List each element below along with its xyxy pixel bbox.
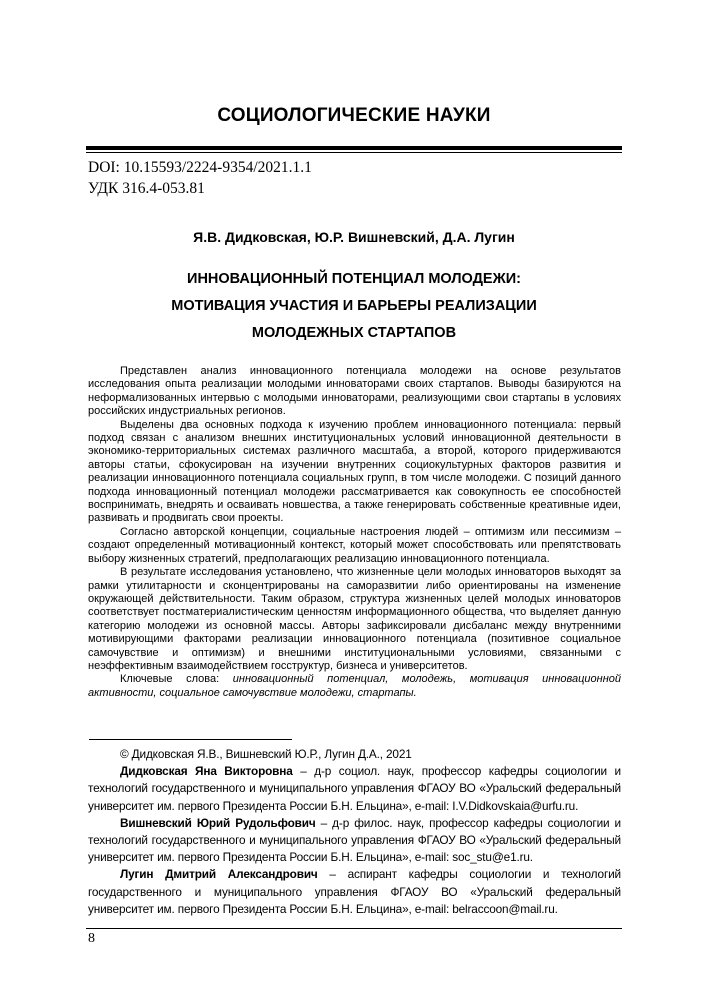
author-details: – д-р социол. наук, профессор кафедры социологии и технологий государственного и муниципального управления ФГАОУ ВО «Уральский федеральный университет им. первого Президента России Б.Н. Ельцина», e-mail: I.V.Didkovskaia@urfu.ru. <box>88 764 621 813</box>
abstract <box>88 365 621 700</box>
keywords <box>88 673 621 700</box>
author-info <box>88 866 621 918</box>
author-name: Дидковская Яна Викторовна <box>120 764 293 779</box>
header-rule-thin <box>86 152 622 153</box>
header-rule-thick <box>86 146 622 150</box>
author-details: – аспирант кафедры социологии и технологий государственного и муниципального управления ФГАОУ ВО «Уральский федеральный университет им. первого Президента России Б.Н. Ельцина», e-mail: belraccoon@mail.ru. <box>88 867 621 916</box>
keywords-text: инновационный потенциал, молодежь, мотивация инновационной активности, социальное самочувствие молодежи, стартапы. <box>88 673 621 699</box>
author-name: Лугин Дмитрий Александрович <box>120 867 318 882</box>
title-line: МОТИВАЦИЯ УЧАСТИЯ И БАРЬЕРЫ РЕАЛИЗАЦИИ <box>171 298 537 314</box>
abstract-paragraph: В результате исследования установлено, что жизненные цели молодых инноваторов выходят за рамки утилитарности и сконцентрированы на саморазвитии либо ориентированы на изменение окружающей действительности. Таким образом, структура жизненных целей молодых инноваторов соответствует постматериалистическим ценностям информационного общества, что выделяет данную категорию молодежи из основной массы. Авторы зафиксировали дисбаланс между внутренними мотивирующими факторами реализации инновационного потенциала (позитивное социальное самочувствие и оптимизм) и внешними институциональными условиями, связанными с неэффективным взаимодействием госструктур, бизнеса и университетов. <box>88 566 621 672</box>
author-details: – д-р филос. наук, профессор кафедры социологии и технологий государственного и муниципального управления ФГАОУ ВО «Уральский федеральный университет им. первого Президента России Б.Н. Ельцина», e-mail: soc_stu@e1.ru. <box>88 815 621 865</box>
author-name: Вишневский Юрий Рудольфович <box>120 815 316 830</box>
page-footer-rule <box>86 928 622 929</box>
title-line: МОЛОДЕЖНЫХ СТАРТАПОВ <box>251 325 457 341</box>
abstract-paragraph: Согласно авторской концепции, социальные настроения людей – оптимизм или пессимизм – создают определенный мотивационный контекст, который может способствовать или препятствовать выбору жизненных стратегий, предполагающих реализацию инновационного потенциала. <box>88 525 621 565</box>
udk-line: УДК 316.4-053.81 <box>88 180 205 197</box>
title-line: ИННОВАЦИОННЫЙ ПОТЕНЦИАЛ МОЛОДЕЖИ: <box>187 271 521 287</box>
page-number: 8 <box>88 931 95 946</box>
article-title <box>86 266 622 347</box>
abstract-paragraph: Выделены два основных подхода к изучению проблем инновационного потенциала: первый подход связан с анализом внешних институциональных условий инновационной деятельности в экономико-территориальных системах различного масштаба, а второй, которого придерживаются авторы статьи, сфокусирован на изучении внутренних социокультурных факторов развития и реализации инновационного потенциала социальных групп, в том числе молодежи. С позиций данного подхода инновационный потенциал молодежи рассматривается как совокупность ее способностей воспринимать, внедрять и осваивать новшества, а также генерировать собственные креативные идеи, развивать и продвигать свои проекты. <box>88 418 621 525</box>
abstract-paragraph: Представлен анализ инновационного потенциала молодежи на основе результатов исследования опыта реализации молодыми инноваторами своих стартапов. Выводы базируются на неформализованных интервью с молодыми инноваторами, реализующими свои стартапы в условиях российских индустриальных регионов. <box>88 365 621 418</box>
section-title: СОЦИОЛОГИЧЕСКИЕ НАУКИ <box>217 105 491 126</box>
keywords-label: Ключевые слова: <box>120 673 233 686</box>
author-info <box>88 815 621 867</box>
copyright-line: © Дидковская Я.В., Вишневский Ю.Р., Лугин Д.А., 2021 <box>120 747 412 761</box>
footnotes <box>88 746 621 918</box>
article-authors: Я.В. Дидковская, Ю.Р. Вишневский, Д.А. Лугин <box>193 229 515 245</box>
author-info <box>88 763 621 815</box>
doi-line: DOI: 10.15593/2224-9354/2021.1.1 <box>88 159 312 176</box>
footnote-separator <box>89 739 292 740</box>
